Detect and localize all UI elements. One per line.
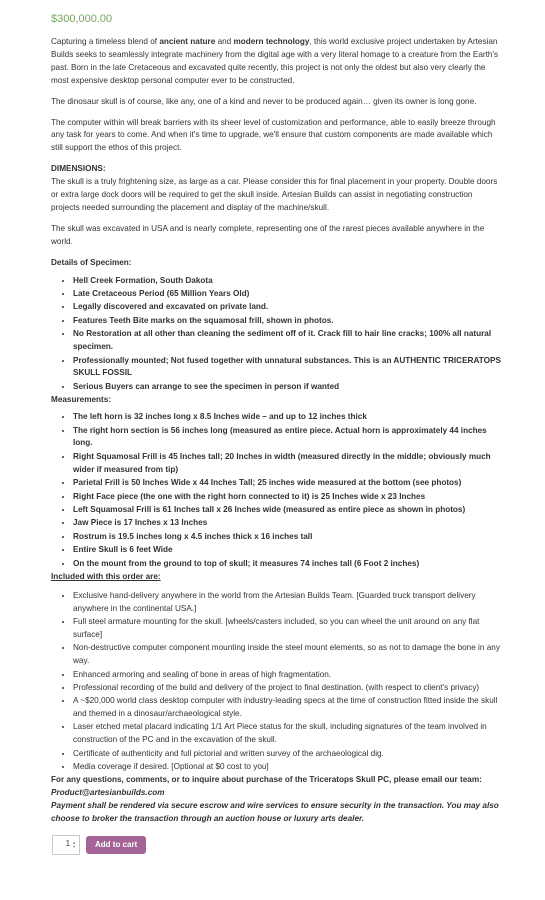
list-item: • Exclusive hand-delivery anywhere in the world from the Artesian Builds Team. [Guarded truck transport delivery anywhere in the continental USA.] — [73, 590, 501, 616]
list-item: • Right Face piece (the one with the right horn connected to it) is 25 Inches wide x 23 Inches — [73, 491, 501, 504]
list-item: • Right Squamosal Frill is 45 Inches tall; 20 Inches in width (measured directly in the middle; obviously much wider if measured from tip) — [73, 451, 501, 477]
list-item: • Non-destructive computer component mounting inside the steel mount elements, so as not to damage the bone in any way. — [73, 642, 501, 668]
contact-email: Product@artesianbuilds.com — [51, 788, 165, 798]
dimensions-heading: DIMENSIONS: — [51, 164, 106, 174]
list-item: • The left horn is 32 inches long x 8.5 Inches wide – and up to 12 inches thick — [73, 411, 501, 424]
quantity-stepper[interactable] — [52, 835, 80, 855]
list-item: • Certificate of authenticity and full pictorial and written survey of the archaeological dig. — [73, 748, 501, 761]
measurements-list — [51, 411, 501, 570]
list-item: • No Restoration at all other than cleaning the sediment off of it. Crack fill to hair line cracks; 100% all natural specimen. — [73, 328, 501, 354]
list-item: • Features Teeth Bite marks on the squamosal frill, shown in photos. — [73, 315, 501, 328]
product-price: $300,000.00 — [51, 13, 113, 25]
measurements-heading: Measurements: — [51, 395, 112, 405]
intro-bold-ancient: ancient nature — [159, 37, 216, 46]
computer-paragraph: The computer within will break barriers with its sheer level of customization and performance, able to easily breeze through any task for years to come. And when it's time to upgrade, we'll ensure that custom components are made available which still support the ethos of this project. — [51, 117, 496, 153]
intro-text: Capturing a timeless blend of — [51, 37, 160, 46]
list-item: • Professionally mounted; Not fused together with unnatural substances. This is an AUTHENTIC TRICERATOPS SKULL FOSSIL — [73, 355, 501, 381]
add-to-cart-form — [52, 835, 501, 855]
intro-text: , this world exclusive project undertaken by Artesian Builds seeks to seamlessly integrate machinery from the digital age with a very literal homage to a creature from the Earth's past. Born in the late Cretaceous and excavated quite recently, this project is not only the oldest but also very clearly the most expensive desktop personal computer ever to be constructed. — [51, 37, 499, 85]
dimensions-text: The skull is a truly frightening size, as large as a car. Please consider this for final placement in your property. Double doors or extra large dock doors will be required to get the skull inside. Artesian Builds can assist in negotiating construction projects needed surrounding the placement and display of the machine/skull. — [51, 177, 498, 212]
list-item: • Legally discovered and excavated on private land. — [73, 301, 501, 314]
intro-paragraph — [51, 36, 501, 88]
quantity-value: 1 — [65, 839, 71, 849]
excavated-paragraph: The skull was excavated in USA and is nearly complete, representing one of the rarest pieces available anywhere in the world. — [51, 223, 485, 246]
included-list — [51, 590, 501, 774]
list-item: • Entire Skull is 6 feet Wide — [73, 544, 501, 557]
list-item: • Professional recording of the build and delivery of the project to final destination. (with respect to client's privacy) — [73, 682, 501, 695]
intro-bold-modern: modern technology — [233, 37, 310, 46]
list-item: • Enhanced armoring and sealing of bone in areas of high fragmentation. — [73, 669, 501, 682]
skull-paragraph: The dinosaur skull is of course, like any, one of a kind and never to be produced again… given its owner is long gone. — [51, 96, 477, 106]
list-item: • Parietal Frill is 50 Inches Wide x 44 Inches Tall; 25 inches wide measured at the bottom (see photos) — [73, 477, 501, 490]
included-heading: Included with this order are: — [51, 572, 161, 582]
list-item: • On the mount from the ground to top of skull; it measures 74 inches tall (6 Foot 2 inches) — [73, 558, 501, 571]
payment-paragraph: Payment shall be rendered via secure escrow and wire services to ensure security in the transaction. You may also choose to broker the transaction through an auction house or luxury arts dealer. — [51, 800, 499, 823]
contact-paragraph — [51, 774, 501, 800]
list-item: • Jaw Piece is 17 Inches x 13 Inches — [73, 517, 501, 530]
contact-text: For any questions, comments, or to inquire about purchase of the Triceratops Skull PC, please email our team: — [51, 775, 482, 785]
list-item: • Laser etched metal placard indicating 1/1 Art Piece status for the skull, including signatures of the team involved in construction of the PC and in the excavation of the skull. — [73, 721, 501, 747]
list-item: • A ~$20,000 world class desktop computer with industry-leading specs at the time of construction fitted inside the skull and themed in a dinosaur/archaeological style. — [73, 695, 501, 721]
dimensions-section — [51, 163, 501, 215]
list-item: • Full steel armature mounting for the skull. [wheels/casters included, so you can wheel the unit around on any flat surface] — [73, 616, 501, 642]
list-item: • Rostrum is 19.5 inches long x 4.5 inches thick x 16 inches tall — [73, 531, 501, 544]
list-item: • Serious Buyers can arrange to see the specimen in person if wanted — [73, 381, 501, 394]
specimen-heading: Details of Specimen: — [51, 257, 132, 267]
list-item: • Media coverage if desired. [Optional at $0 cost to you] — [73, 761, 501, 774]
list-item: • Hell Creek Formation, South Dakota — [73, 275, 501, 288]
specimen-list — [51, 275, 501, 394]
list-item: • The right horn section is 56 inches long (measured as entire piece. Actual horn is approximately 44 inches long. — [73, 425, 501, 451]
add-to-cart-button[interactable]: Add to cart — [86, 836, 146, 854]
list-item: • Late Cretaceous Period (65 Million Years Old) — [73, 288, 501, 301]
list-item: • Left Squamosal Frill is 61 Inches tall x 26 Inches wide (measured as entire piece as shown in photos) — [73, 504, 501, 517]
spinner-arrows-icon[interactable]: ▲ ▼ — [72, 839, 76, 849]
intro-text: and — [215, 37, 234, 46]
